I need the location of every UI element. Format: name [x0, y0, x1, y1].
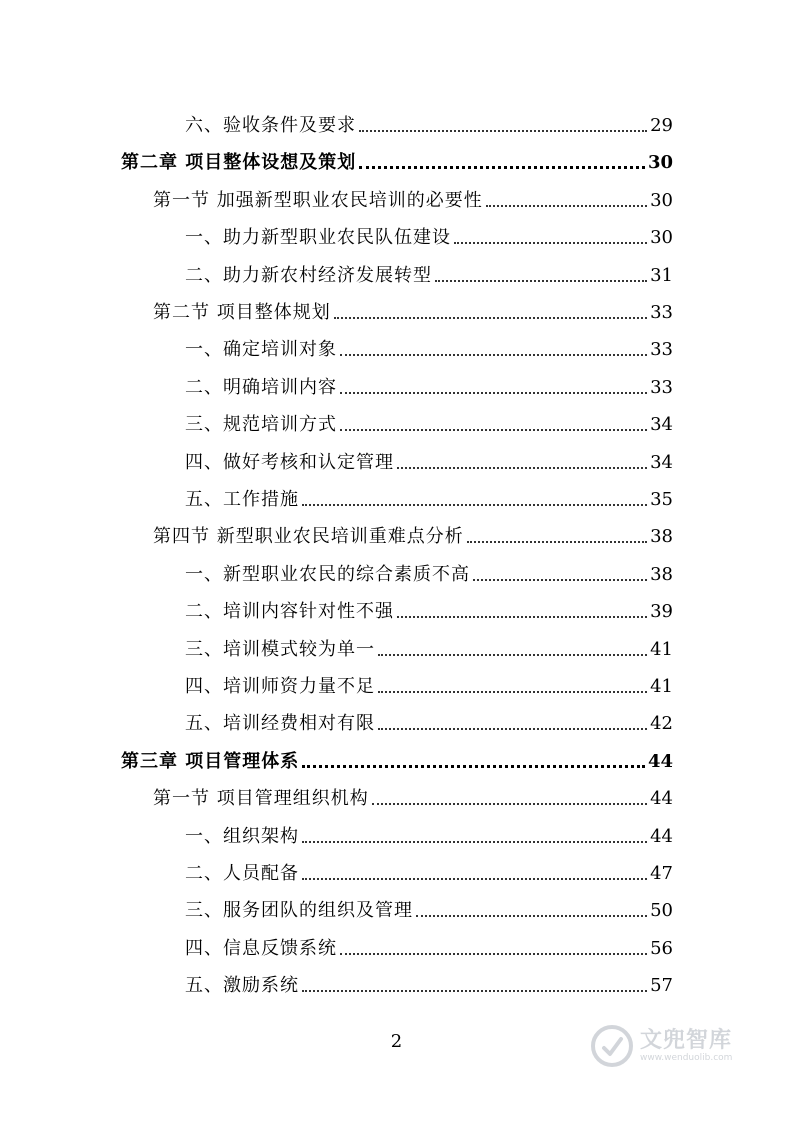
- toc-dot-leader: [372, 803, 647, 805]
- toc-entry-page: 34: [650, 451, 673, 473]
- toc-section-entry[interactable]: [153, 175, 673, 212]
- toc-entry-page: 44: [647, 750, 673, 772]
- toc-entry-page: 33: [650, 376, 673, 398]
- toc-dot-leader: [302, 504, 647, 506]
- toc-item-entry[interactable]: [185, 661, 673, 698]
- toc-item-entry[interactable]: [185, 960, 673, 997]
- toc-item-entry[interactable]: [185, 698, 673, 735]
- toc-section-entry[interactable]: [153, 773, 673, 810]
- toc-entry-page: 31: [650, 264, 673, 286]
- toc-entry-page: 44: [650, 825, 673, 847]
- toc-entry-page: 30: [647, 152, 673, 174]
- toc-dot-leader: [467, 541, 647, 543]
- toc-dot-leader: [435, 280, 647, 282]
- toc-item-entry[interactable]: [185, 399, 673, 436]
- toc-entry-page: 34: [650, 414, 673, 436]
- toc-dot-leader: [302, 841, 647, 843]
- toc-entry-page: 56: [650, 937, 673, 959]
- toc-dot-leader: [397, 467, 647, 469]
- toc-item-entry[interactable]: [185, 212, 673, 249]
- toc-entry-label: 二、人员配备: [185, 863, 299, 884]
- toc-item-entry[interactable]: [185, 362, 673, 399]
- toc-dot-leader: [340, 392, 647, 394]
- toc-entry-page: 50: [650, 900, 673, 922]
- toc-entry-label: 一、助力新型职业农民队伍建设: [185, 227, 451, 249]
- watermark-brand: 文兜智库: [640, 1027, 733, 1053]
- toc-entry-label: 第一节 项目管理组织机构: [153, 788, 369, 810]
- toc-entry-label: 二、明确培训内容: [185, 376, 337, 398]
- toc-entry-label: 二、助力新农村经济发展转型: [185, 264, 432, 286]
- toc-item-entry[interactable]: [185, 437, 673, 474]
- toc-dot-leader: [378, 654, 647, 656]
- toc-entry-label: 一、新型职业农民的综合素质不高: [185, 563, 470, 585]
- toc-dot-leader: [397, 616, 647, 618]
- toc-entry-page: 57: [650, 975, 673, 997]
- toc-dot-leader: [416, 915, 647, 917]
- toc-entry-label: 第四节 新型职业农民培训重难点分析: [153, 526, 464, 548]
- toc-item-entry[interactable]: [185, 250, 673, 287]
- wenduo-logo-icon: [590, 1024, 634, 1068]
- toc-item-entry[interactable]: [185, 549, 673, 586]
- toc-dot-leader: [378, 728, 647, 730]
- toc-entry-page: 42: [650, 713, 673, 735]
- toc-chapter-entry[interactable]: [121, 736, 673, 773]
- watermark: [590, 1016, 760, 1076]
- toc-entry-label: 五、培训经费相对有限: [185, 713, 375, 735]
- toc-dot-leader: [302, 765, 645, 768]
- toc-dot-leader: [340, 429, 647, 431]
- toc-chapter-entry[interactable]: [121, 137, 673, 174]
- toc-entry-label: 第三章 项目管理体系: [121, 750, 300, 772]
- toc-dot-leader: [486, 205, 647, 207]
- toc-item-entry[interactable]: [185, 811, 673, 848]
- toc-entry-label: 四、培训师资力量不足: [185, 676, 375, 697]
- toc-dot-leader: [473, 579, 647, 581]
- toc-item-entry[interactable]: [185, 848, 673, 885]
- toc-dot-leader: [359, 130, 647, 132]
- toc-entry-page: 35: [650, 489, 673, 510]
- watermark-text: [640, 1029, 732, 1064]
- toc-entry-page: 33: [650, 339, 673, 361]
- toc-dot-leader: [302, 990, 647, 992]
- toc-entry-label: 六、验收条件及要求: [185, 115, 356, 136]
- toc-dot-leader: [378, 691, 647, 693]
- toc-entry-label: 四、信息反馈系统: [185, 937, 337, 959]
- toc-entry-label: 四、做好考核和认定管理: [185, 451, 394, 473]
- watermark-url: www.wenduolib.com: [640, 1052, 733, 1063]
- toc-section-entry[interactable]: [153, 287, 673, 324]
- toc-entry-label: 五、工作措施: [185, 489, 299, 510]
- toc-dot-leader: [340, 354, 647, 356]
- toc-entry-label: 三、培训模式较为单一: [185, 638, 375, 660]
- toc-entry-page: 38: [650, 526, 673, 548]
- toc-dot-leader: [454, 242, 647, 244]
- toc-entry-label: 三、规范培训方式: [185, 414, 337, 436]
- toc-entry-page: 33: [650, 302, 673, 323]
- toc-item-entry[interactable]: [185, 586, 673, 623]
- toc-item-entry[interactable]: [185, 923, 673, 960]
- toc-item-entry[interactable]: [185, 624, 673, 661]
- toc-entry-page: 30: [650, 189, 673, 211]
- toc-section-entry[interactable]: [153, 511, 673, 548]
- toc-dot-leader: [340, 953, 647, 955]
- toc-entry-label: 一、确定培训对象: [185, 339, 337, 361]
- toc-entry-label: 五、激励系统: [185, 975, 299, 997]
- toc-entry-label: 第二章 项目整体设想及策划: [121, 152, 357, 174]
- toc-entry-label: 一、组织架构: [185, 825, 299, 847]
- toc-dot-leader: [359, 166, 645, 169]
- toc-entry-page: 38: [650, 563, 673, 585]
- toc-item-entry[interactable]: [185, 474, 673, 511]
- toc-entry-page: 30: [650, 227, 673, 249]
- toc-dot-leader: [334, 317, 647, 319]
- toc-entry-page: 41: [650, 638, 673, 660]
- toc-entry-label: 第二节 项目整体规划: [153, 302, 331, 323]
- toc-entry-label: 第一节 加强新型职业农民培训的必要性: [153, 189, 483, 211]
- toc-entry-page: 39: [650, 601, 673, 623]
- toc-item-entry[interactable]: [185, 885, 673, 922]
- page-number: 2: [390, 1031, 403, 1052]
- toc-entry-label: 三、服务团队的组织及管理: [185, 900, 413, 922]
- toc-entry-label: 二、培训内容针对性不强: [185, 601, 394, 623]
- toc-item-entry[interactable]: [185, 100, 673, 137]
- toc-entry-page: 41: [650, 676, 673, 697]
- toc-entry-page: 47: [650, 863, 673, 884]
- toc-item-entry[interactable]: [185, 324, 673, 361]
- toc-entry-page: 29: [650, 115, 673, 136]
- toc-dot-leader: [302, 878, 647, 880]
- toc-entry-page: 44: [650, 788, 673, 810]
